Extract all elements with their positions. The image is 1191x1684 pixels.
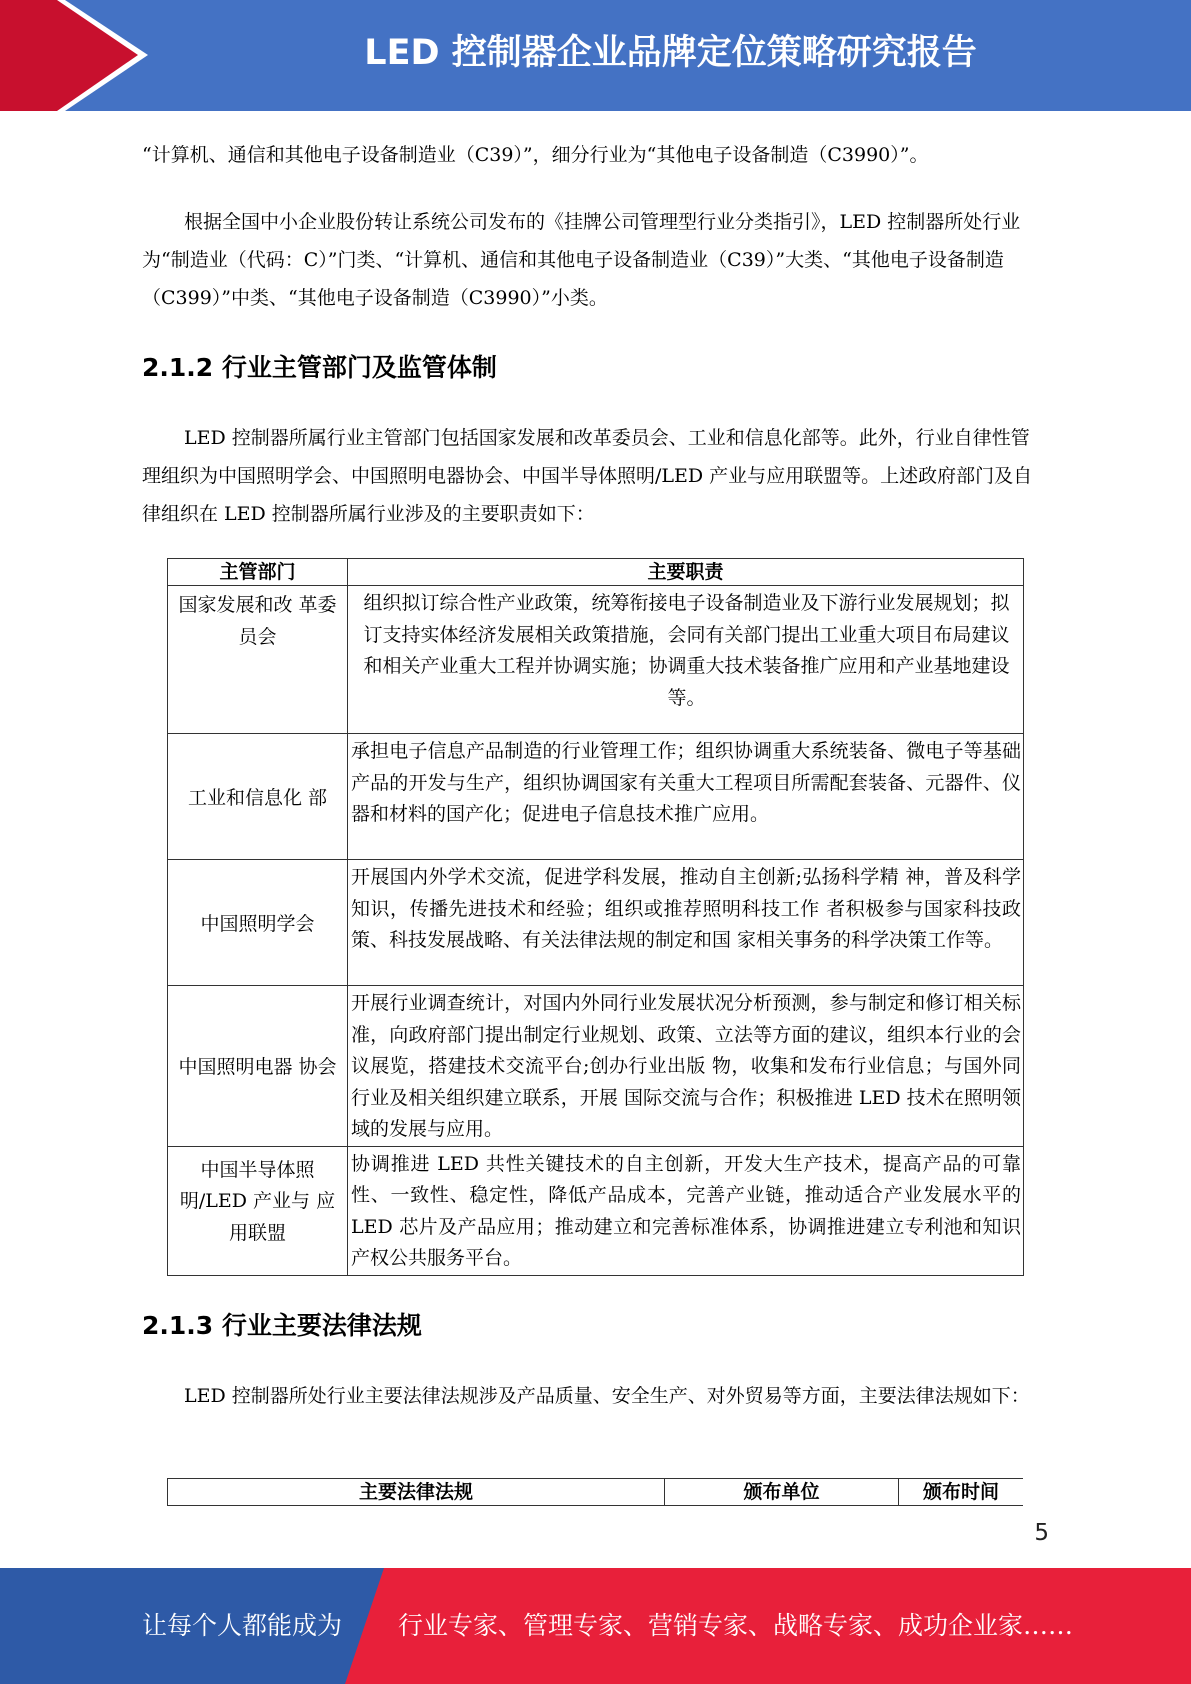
paragraph-industry-class: “计算机、通信和其他电子设备制造业（C39）”，细分行业为“其他电子设备制造（C3990）”。 [142,144,929,166]
laws-table [167,1478,1023,1506]
footer-slogan-left: 让每个人都能成为 [142,1611,343,1640]
table-row [168,986,1024,1147]
paragraph-regulators: LED 控制器所属行业主管部门包括国家发展和改革委员会、工业和信息化部等。此外，行业自律性管理组织为中国照明学会、中国照明电器协会、中国半导体照明/LED 产业与应用联盟等。上述政府部门及自律组织在 LED 控制器所属行业涉及的主要职责如下： [142,427,1033,525]
paragraph-neeq-class: 根据全国中小企业股份转让系统公司发布的《挂牌公司管理型行业分类指引》，LED 控制器所处行业为“制造业（代码：C）”门类、“计算机、通信和其他电子设备制造业（C39）”大类、“其他电子设备制造（C399）”中类、“其他电子设备制造（C3990）”小类。 [142,211,1021,309]
section-heading-2-1-3: 2.1.3 行业主要法律法规 [142,1311,422,1340]
duty-cell: 协调推进 LED 共性关键技术的自主创新，开发大生产技术，提高产品的可靠性、一致性、稳定性，降低产品成本，完善产业链，推动适合产业发展水平的 LED 芯片及产品应用；推动建立和完善标准体系，协调推进建立专利池和知识产权公共服务平台。 [348,1146,1024,1275]
paragraph-laws: LED 控制器所处行业主要法律法规涉及产品质量、安全生产、对外贸易等方面，主要法律法规如下： [184,1385,1030,1407]
duty-cell: 开展国内外学术交流，促进学科发展，推动自主创新;弘扬科学精 神，普及科学知识，传播先进技术和经验；组织或推荐照明科技工作 者积极参与国家科技政策、科技发展战略、有关法律法规的制定和国 家相关事务的科学决策工作等。 [348,860,1024,986]
laws-table-clip [167,1478,1023,1506]
footer-slogan-right: 行业专家、管理专家、营销专家、战略专家、成功企业家…… [398,1611,1074,1640]
regulator-duties-table [167,558,1024,1276]
table-header-cell: 主要职责 [348,559,1024,586]
table-row [168,1146,1024,1275]
table-header-cell: 颁布单位 [665,1479,899,1506]
table-row [168,860,1024,986]
page-footer [0,1568,1191,1684]
dept-cell: 工业和信息化 部 [168,734,348,860]
dept-cell: 中国半导体照 明/LED 产业与 应用联盟 [168,1146,348,1275]
table-row [168,734,1024,860]
duty-cell: 组织拟订综合性产业政策，统筹衔接电子设备制造业及下游行业发展规划；拟订支持实体经济发展相关政策措施，会同有关部门提出工业重大项目布局建议和相关产业重大工程并协调实施；协调重大技术装备推广应用和产业基地建设等。 [348,586,1024,734]
dept-cell: 国家发展和改 革委员会 [168,586,348,734]
table-header-cell: 主要法律法规 [168,1479,665,1506]
report-title: LED 控制器企业品牌定位策略研究报告 [364,33,977,73]
table-header-row [168,1479,1024,1506]
table-header-cell: 主管部门 [168,559,348,586]
page-header [0,0,1191,111]
dept-cell: 中国照明学会 [168,860,348,986]
page-number: 5 [1034,1520,1049,1546]
duty-cell: 承担电子信息产品制造的行业管理工作；组织协调重大系统装备、微电子等基础产品的开发与生产，组织协调国家有关重大工程项目所需配套装备、元器件、仪器和材料的国产化；促进电子信息技术推广应用。 [348,734,1024,860]
table-header-row [168,559,1024,586]
dept-cell: 中国照明电器 协会 [168,986,348,1147]
table-header-cell: 颁布时间 [899,1479,1024,1506]
table-row [168,586,1024,734]
duty-cell: 开展行业调查统计，对国内外同行业发展状况分析预测，参与制定和修订相关标准，向政府部门提出制定行业规划、政策、立法等方面的建议，组织本行业的会议展览，搭建技术交流平台;创办行业出版 物，收集和发布行业信息；与国外同行业及相关组织建立联系，开展 国际交流与合作；积极推进 LED 技术在照明领域的发展与应用。 [348,986,1024,1147]
section-heading-2-1-2: 2.1.2 行业主管部门及监管体制 [142,353,497,382]
